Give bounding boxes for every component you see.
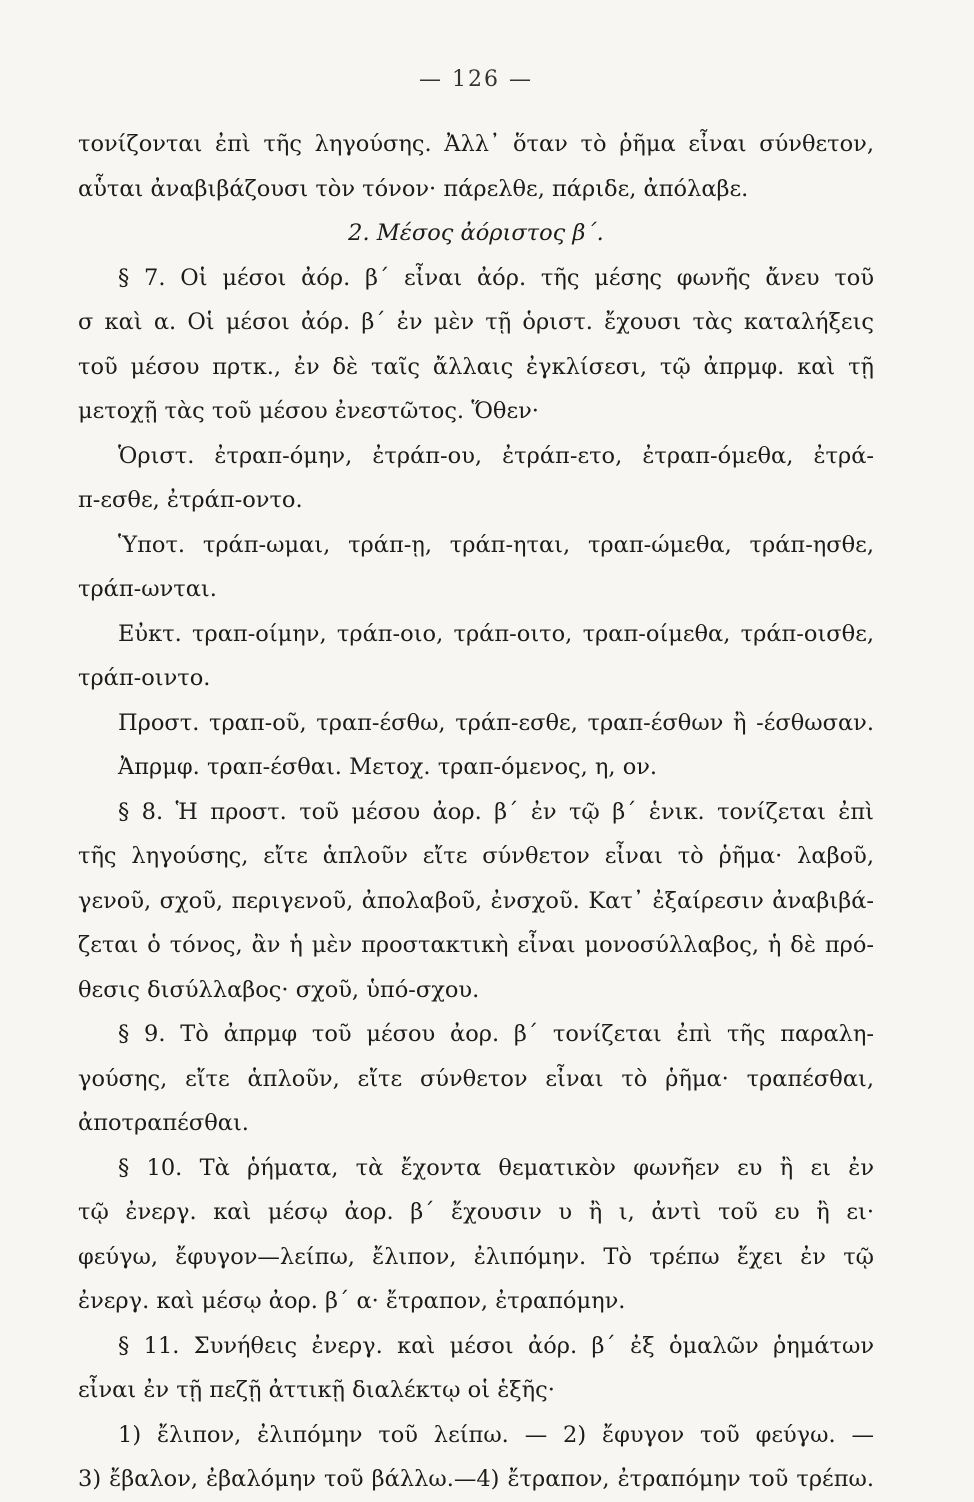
- text-line: τοῦ μέσου πρτκ., ἐν δὲ ταῖς ἄλλαις ἐγκλίσεσι, τῷ ἀπρμφ. καὶ τῇ: [78, 353, 874, 380]
- text-line: § 11. Συνήθεις ἐνεργ. καὶ μέσοι ἀόρ. β΄ ἐξ ὁμαλῶν ῥημάτων: [118, 1332, 874, 1359]
- text-line: ἐνεργ. καὶ μέσῳ ἀορ. β΄ α· ἔτραπον, ἐτραπόμην.: [78, 1288, 626, 1314]
- text-line: τῆς ληγούσης, εἴτε ἁπλοῦν εἴτε σύνθετον εἶναι τὸ ῥῆμα· λαβοῦ,: [78, 843, 874, 869]
- text-line: γούσης, εἴτε ἁπλοῦν, εἴτε σύνθετον εἶναι τὸ ῥῆμα· τραπέσθαι,: [78, 1065, 874, 1092]
- text-line: τονίζονται ἐπὶ τῆς ληγούσης. Ἀλλ᾽ ὅταν τὸ ῥῆμα εἶναι σύνθετον,: [78, 131, 874, 157]
- text-line: § 8. Ἡ προστ. τοῦ μέσου ἀορ. β΄ ἐν τῷ β΄ ἑνικ. τονίζεται ἐπὶ: [118, 798, 874, 825]
- text-line: αὗται ἀναβιβάζουσι τὸν τόνον· πάρελθε, πάριδε, ἀπόλαβε.: [78, 175, 749, 202]
- text-line: τῷ ἐνεργ. καὶ μέσῳ ἀορ. β΄ ἔχουσιν υ ἢ ι, ἀντὶ τοῦ ευ ἢ ει·: [78, 1199, 874, 1225]
- text-line: σ καὶ α. Οἱ μέσοι ἀόρ. β΄ ἐν μὲν τῇ ὁριστ. ἔχουσι τὰς καταλήξεις: [78, 309, 874, 335]
- text-line: Ὑποτ. τράπ-ωμαι, τράπ-ῃ, τράπ-ηται, τραπ-ώμεθα, τράπ-ησθε,: [118, 531, 874, 558]
- text-line: § 10. Τὰ ῥήματα, τὰ ἔχοντα θεματικὸν φωνῆεν ευ ἢ ει ἐν: [118, 1154, 874, 1181]
- text-line: π-εσθε, ἐτράπ-οντο.: [78, 487, 303, 513]
- text-line: θεσις δισύλλαβος· σχοῦ, ὑπό-σχου.: [78, 976, 480, 1003]
- section-heading: 2. Μέσος ἀόριστος β΄.: [348, 220, 604, 246]
- text-line: ἀποτραπέσθαι.: [78, 1110, 249, 1136]
- page-number: — 126 —: [419, 67, 533, 92]
- text-body: [78, 122, 874, 1502]
- book-page: [78, 60, 874, 1492]
- text-line: 3) ἔβαλον, ἐβαλόμην τοῦ βάλλω.—4) ἔτραπον, ἐτραπόμην τοῦ τρέπω.: [78, 1466, 874, 1492]
- text-line: ζεται ὁ τόνος, ἂν ἡ μὲν προστακτικὴ εἶναι μονοσύλλαβος, ἡ δὲ πρό-: [78, 932, 874, 958]
- text-line: μετοχῇ τὰς τοῦ μέσου ἐνεστῶτος. Ὅθεν·: [78, 398, 539, 424]
- text-line: τράπ-ωνται.: [78, 576, 217, 602]
- text-line: εἶναι ἐν τῇ πεζῇ ἀττικῇ διαλέκτῳ οἱ ἑξῆς·: [78, 1377, 555, 1403]
- text-line: Ὁριστ. ἐτραπ-όμην, ἐτράπ-ου, ἐτράπ-ετο, ἐτραπ-όμεθα, ἐτρά-: [118, 442, 874, 469]
- text-line: Ἀπρμφ. τραπ-έσθαι. Μετοχ. τραπ-όμενος, η, ον.: [118, 754, 658, 780]
- text-line: γενοῦ, σχοῦ, περιγενοῦ, ἀπολαβοῦ, ἐνσχοῦ. Κατ᾽ ἐξαίρεσιν ἀναβιβά-: [78, 887, 874, 914]
- text-line: 1) ἔλιπον, ἐλιπόμην τοῦ λείπω. — 2) ἔφυγον τοῦ φεύγω. —: [118, 1421, 874, 1448]
- text-line: Εὐκτ. τραπ-οίμην, τράπ-οιο, τράπ-οιτο, τραπ-οίμεθα, τράπ-οισθε,: [118, 620, 874, 647]
- text-line: § 7. Οἱ μέσοι ἀόρ. β΄ εἶναι ἀόρ. τῆς μέσης φωνῆς ἄνευ τοῦ: [118, 264, 874, 291]
- text-line: φεύγω, ἔφυγον—λείπω, ἔλιπον, ἐλιπόμην. Τὸ τρέπω ἔχει ἐν τῷ: [78, 1243, 874, 1270]
- text-line: § 9. Τὸ ἀπρμφ τοῦ μέσου ἀορ. β΄ τονίζεται ἐπὶ τῆς παραλη-: [118, 1021, 874, 1047]
- text-line: Προστ. τραπ-οῦ, τραπ-έσθω, τράπ-εσθε, τραπ-έσθων ἢ -έσθωσαν.: [118, 709, 874, 736]
- text-line: τράπ-οιντο.: [78, 665, 211, 691]
